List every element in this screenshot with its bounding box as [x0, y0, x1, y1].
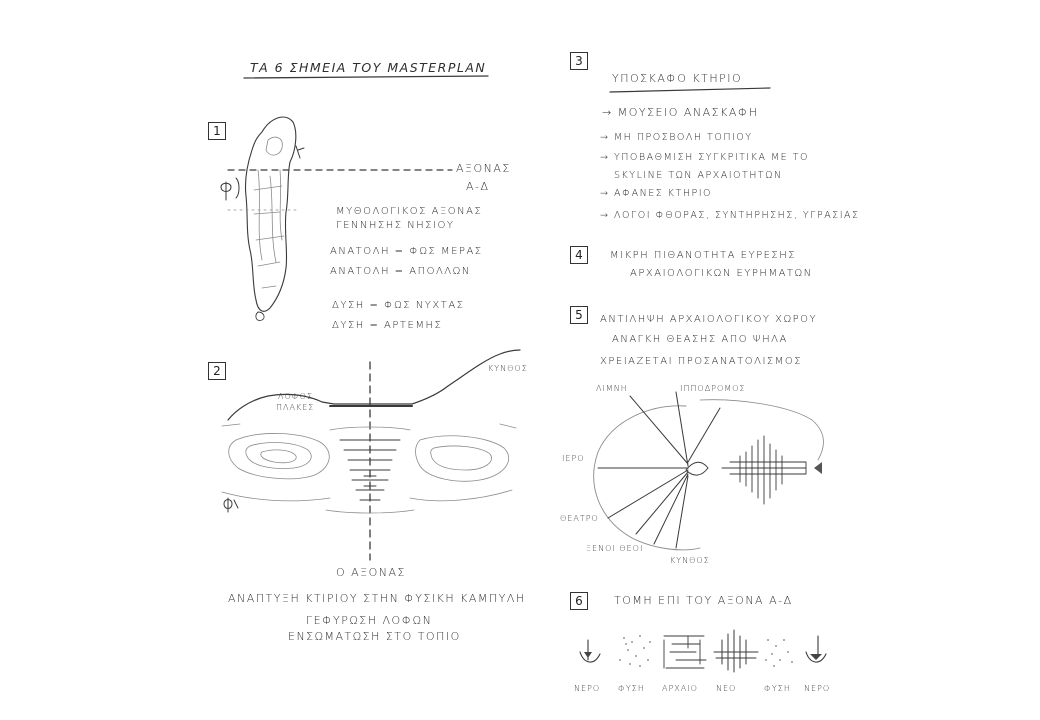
label-kynthos: ΚΥΝΘΟΣ — [670, 556, 710, 565]
s3-bullet-2: → ΜΗ ΠΡΟΣΒΟΛΗ ΤΟΠΙΟΥ — [600, 132, 753, 143]
strip-label-4: ΝΕΟ — [716, 684, 737, 693]
title-underline — [244, 76, 488, 78]
s1-line-6: ΔΥΣΗ = ΑΡΤΕΜΗΣ — [332, 320, 443, 331]
s3-bullet-5: → ΛΟΓΟΙ ΦΘΟΡΑΣ, ΣΥΝΤΗΡΗΣΗΣ, ΥΓΡΑΣΙΑΣ — [600, 210, 860, 221]
kynthos-label: ΚΥΝΘΟΣ — [488, 364, 528, 373]
s1-line-3: ΑΝΑΤΟΛΗ = ΦΩΣ ΜΕΡΑΣ — [330, 246, 483, 257]
axis-label-2: Α-Δ — [466, 180, 490, 193]
label-theatro: ΘΕΑΤΡΟ — [560, 514, 599, 523]
s4-line-2: ΑΡΧΑΙΟΛΟΓΙΚΩΝ ΕΥΡΗΜΑΤΩΝ — [630, 268, 813, 279]
heading3-underline — [610, 88, 770, 92]
strip-label-1: ΝΕΡΟ — [574, 684, 601, 693]
axis-label-1: ΑΞΟΝΑΣ — [456, 162, 511, 175]
s4-line-1: ΜΙΚΡΗ ΠΙΘΑΝΟΤΗΤΑ ΕΥΡΕΣΗΣ — [610, 250, 797, 261]
s1-line-2: ΓΕΝΝΗΣΗΣ ΝΗΣΙΟΥ — [336, 220, 455, 231]
s5-line-3: ΧΡΕΙΑΖΕΤΑΙ ΠΡΟΣΑΝΑΤΟΛΙΣΜΟΣ — [600, 356, 803, 367]
s3-bullet-4: → ΑΦΑΝΕΣ ΚΤΗΡΙΟ — [600, 188, 712, 199]
section-6-number: 6 — [570, 592, 588, 610]
s2-line-3: ΕΝΣΩΜΑΤΩΣΗ ΣΤΟ ΤΟΠΙΟ — [288, 630, 461, 643]
s5-line-2: ΑΝΑΓΚΗ ΘΕΑΣΗΣ ΑΠΟ ΨΗΛΑ — [612, 334, 788, 345]
axis-caption: Ο ΑΞΟΝΑΣ — [336, 566, 406, 579]
s3-bullet-3: → ΥΠΟΒΑΘΜΙΣΗ ΣΥΓΚΡΙΤΙΚΑ ΜΕ ΤΟ — [600, 152, 809, 163]
page-title: ΤΑ 6 ΣΗΜΕΙΑ ΤΟΥ MASTERPLAN — [250, 60, 487, 75]
section-6-heading: ΤΟΜΗ ΕΠΙ ΤΟΥ ΑΞΟΝΑ Α-Δ — [614, 594, 793, 607]
section-5-number: 5 — [570, 306, 588, 324]
landscape-sketch — [222, 350, 520, 560]
s5-line-1: ΑΝΤΙΛΗΨΗ ΑΡΧΑΙΟΛΟΓΙΚΟΥ ΧΩΡΟΥ — [600, 314, 818, 325]
strip-label-3: ΑΡΧΑΙΟ — [662, 684, 698, 693]
label-limni: ΛΙΜΝΗ — [596, 384, 628, 393]
section-3-number: 3 — [570, 52, 588, 70]
hill-label-1: ΛΟΦΟΣ — [278, 392, 314, 401]
section-4-number: 4 — [570, 246, 588, 264]
label-xenoi-theoi: ΞΕΝΟΙ ΘΕΟΙ — [586, 544, 644, 553]
s1-line-1: ΜΥΘΟΛΟΓΙΚΟΣ ΑΞΟΝΑΣ — [336, 206, 483, 217]
label-ippodromos: ΙΠΠΟΔΡΟΜΟΣ — [680, 384, 746, 393]
s2-line-2: ΓΕΦΥΡΩΣΗ ΛΟΦΩΝ — [306, 614, 433, 627]
s1-line-5: ΔΥΣΗ = ΦΩΣ ΝΥΧΤΑΣ — [332, 300, 465, 311]
section-strip — [580, 630, 826, 672]
section-3-heading: ΥΠΟΣΚΑΦΟ ΚΤΗΡΙΟ — [612, 72, 743, 85]
strip-label-6: ΝΕΡΟ — [804, 684, 831, 693]
s3-bullet-1: → ΜΟΥΣΕΙΟ ΑΝΑΣΚΑΦΗ — [602, 106, 759, 119]
s1-line-4: ΑΝΑΤΟΛΗ = ΑΠΟΛΛΩΝ — [330, 266, 471, 277]
section-1-number: 1 — [208, 122, 226, 140]
label-iero: ΙΕΡΟ — [562, 454, 585, 463]
strip-label-5: ΦΥΣΗ — [764, 684, 791, 693]
island-sketch — [221, 117, 455, 320]
orientation-diagram — [594, 392, 824, 550]
s2-line-1: ΑΝΑΠΤΥΞΗ ΚΤΙΡΙΟΥ ΣΤΗΝ ΦΥΣΙΚΗ ΚΑΜΠΥΛΗ — [228, 592, 526, 605]
section-2-number: 2 — [208, 362, 226, 380]
hill-label-2: ΠΛΑΚΕΣ — [276, 403, 315, 412]
strip-label-2: ΦΥΣΗ — [618, 684, 645, 693]
s3-bullet-3-cont: SKYLINE ΤΩΝ ΑΡΧΑΙΟΤΗΤΩΝ — [614, 170, 783, 181]
